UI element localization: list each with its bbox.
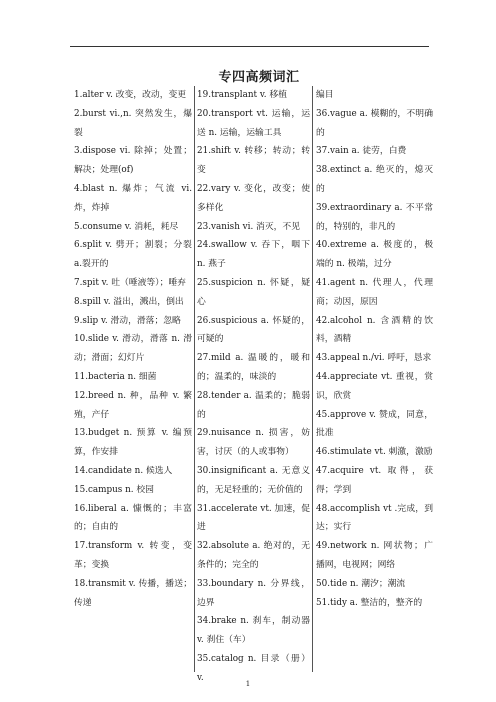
vocab-entry: 26.suspicious a. 怀疑的，可疑的 [197,315,310,345]
vocab-entry: 33.boundary n. 分界线，边界 [197,578,310,608]
vocab-entry: 47.acquire vt. 取得，获得；学到 [316,465,433,495]
vocab-entry: 46.stimulate vt. 刺激，激励 [316,447,433,458]
vocab-entry: 48.accomplish vt .完成，到达；实行 [316,503,433,533]
page-title: 专四高频词汇 [218,70,300,85]
vocab-entry: 5.consume v. 消耗，耗尽 [74,221,179,232]
vocab-entry: 2.burst vi.,n. 突然发生，爆裂 [74,108,192,138]
vocab-entry: 24.swallow v. 吞下，咽下 n. 燕子 [197,240,310,270]
vocab-entry: 44.appreciate vt. 重视，赏识，欣赏 [316,371,433,401]
column-divider [312,86,313,672]
vocab-entry: 35.catalog n. 目录（册） v. [197,653,310,683]
vocab-entry: 42.alcohol n. 含酒精的饮料，酒精 [316,315,433,345]
vocab-entry: 3.dispose vi. 除掉；处置；解决；处理(of) [74,146,192,176]
vocab-entry: 40.extreme a. 极度的，极端的 n. 极端，过分 [316,240,433,270]
vocab-entry: 21.shift v. 转移；转动；转变 [197,146,310,176]
vocab-entry: 43.appeal n./vi. 呼吁，恳求 [316,353,432,364]
vocab-entry: 20.transport vt. 运输，运送 n. 运输，运输工具 [197,108,310,138]
page-number: 1 [245,680,251,688]
vocab-entry: 7.spit v. 吐（唾液等）；唾弃 [74,277,186,288]
vocab-entry: 6.split v. 劈开；割裂；分裂 a.裂开的 [74,240,192,270]
vocab-entry: 41.agent n. 代理人，代理商；动因，原因 [316,277,433,307]
vocab-entry: 27.mild a. 温暖的，暖和的；温柔的，味淡的 [197,353,310,382]
vocab-column-3 [316,86,433,672]
vocab-entry: 29.nuisance n. 损害，妨害，讨厌（的人或事物） [197,428,310,458]
vocab-entry: 13.budget n. 预算 v. 编预算，作安排 [74,428,192,458]
vocab-entry: 25.suspicion n. 怀疑，疑心 [197,277,310,307]
vocab-entry: 11.bacteria n. 细菌 [74,371,157,382]
vocab-entry: 45.approve v. 赞成，同意，批准 [316,409,433,439]
vocab-entry: 37.vain a. 徒劳，白费 [316,146,407,157]
vocab-entry: 39.extraordinary a. 不平常的，特别的，非凡的 [316,202,433,232]
vocab-entry: 9.slip v. 滑动，滑落；忽略 [74,315,181,326]
vocab-entry: 30.insignificant a. 无意义的，无足轻重的；无价值的 [197,465,310,495]
vocab-entry: 15.campus n. 校园 [74,484,154,495]
vocab-entry: 31.accelerate vt. 加速，促进 [197,503,310,533]
vocab-column-1 [74,86,192,672]
vocab-entry: 22.vary v. 变化，改变；使多样化 [197,183,310,213]
vocab-column-2 [197,86,310,683]
vocab-entry: 50.tide n. 潮汐；潮流 [316,578,406,589]
vocab-entry: 1.alter v. 改变，改动，变更 [74,90,187,100]
vocab-entry: 编目 [316,90,334,100]
vocab-entry: 16.liberal a. 慷慨的；丰富的；自由的 [74,503,192,533]
header-rule [70,46,429,47]
vocab-entry: 32.absolute a. 绝对的，无条件的；完全的 [197,541,310,570]
column-divider [194,86,195,672]
vocab-entry: 49.network n. 网状物；广播网，电视网；网络 [316,541,433,570]
vocab-entry: 8.spill v. 溢出，溅出，倒出 [74,296,184,307]
vocab-entry: 12.breed n. 种，品种 v. 繁殖，产仔 [74,390,192,420]
vocab-entry: 28.tender a. 温柔的；脆弱的 [197,390,310,420]
vocab-entry: 51.tidy a. 整洁的，整齐的 [316,597,423,608]
vocab-entry: 19.transplant v. 移植 [197,90,287,100]
vocab-entry: 38.extinct a. 绝灭的，熄灭的 [316,165,433,194]
vocab-entry: 14.candidate n. 候选人 [74,465,173,476]
vocab-entry: 23.vanish vi. 消灭，不见 [197,221,301,232]
vocab-entry: 17.transform v. 转变，变革；变换 [74,541,192,570]
vocab-entry: 10.slide v. 滑动，滑落 n. 滑动；滑面；幻灯片 [74,334,192,364]
vocab-entry: 36.vague a. 模糊的，不明确的 [316,108,433,138]
vocab-entry: 34.brake n. 刹车，制动器 v. 刹住（车） [197,616,310,646]
vocab-entry: 4.blast n. 爆炸；气流 vi. 炸，炸掉 [74,183,192,213]
vocab-entry: 18.transmit v. 传播，播送；传递 [74,578,192,608]
